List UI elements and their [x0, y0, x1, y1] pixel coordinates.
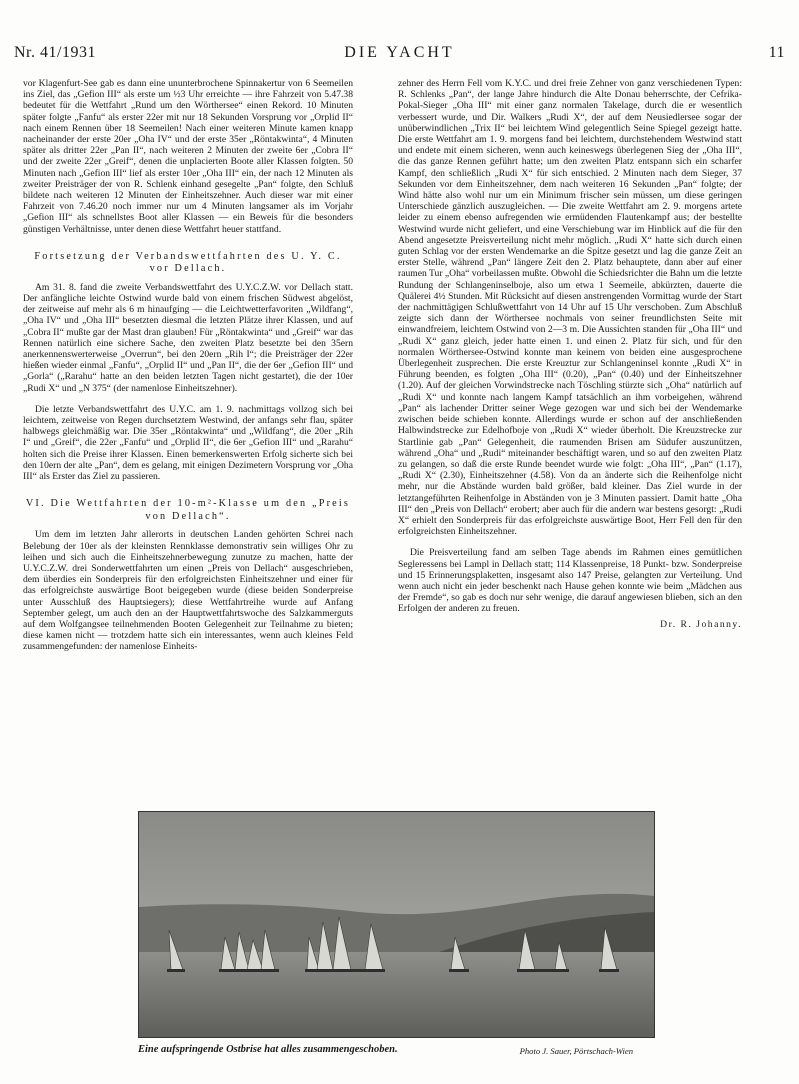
page-header — [14, 44, 785, 68]
regatta-photo — [138, 811, 655, 1038]
photo-caption-row — [138, 1044, 653, 1060]
paragraph: vor Klagenfurt-See gab es dann eine ununterbrochene Spinnakertur von 6 Seemeilen ins Ziel, das „Gefion III“ als erste um ½3 Uhr erreichte — ihre Fahrzeit von 5.47.38 bedeutet für die Wettfahrt „Rund um den Wörthersee“ einen Rekord. 10 Minuten später folgte „Fanfu“ als erster 22er mit nur 18 Sekunden Vorsprung vor „Orplid II“ nach einem Rennen über 18 Seemeilen! Nach einer weiteren Minute kamen knapp nacheinander der erste 20er „Oha IV“ und der erste 35er „Röntakwinta“, 4 Minuten später als dritter 22er „Pan II“, nach weiteren 2 Minuten der zweite 6er „Cobra II“ und der zweite 22er „Greif“, denen die unplacierten Boote aller Klassen folgten. 50 Minuten nach „Gefion III“ lief als erster 10er „Oha III“ ein, der nach 12 Minuten als zweiter Preisträger der von R. Schlenk einhand gesegelte „Pan“ folgte, den Schluß bildete nach weiteren 12 Minuten der Einheitszehner. Auch dieser war mit einer Fahrzeit von 7.46.20 noch immer nur um 4 Minuten langsamer als im Vorjahr „Gefion III“ als schnellstes Boot aller Klassen — ein Beweis für die besonders günstigen Verhältnisse, unter denen diese Wettfahrt heuer stattfand. — [23, 78, 353, 235]
photo-caption: Eine aufspringende Ostbrise hat alles zusammengeschoben. — [138, 1044, 398, 1055]
paragraph: Die Preisverteilung fand am selben Tage abends im Rahmen eines gemütlichen Segleressens bei Lampl in Dellach statt; 114 Klassenpreise, 18 Punkt- bzw. Sonderpreise und 15 Erinnerungsplaketten, insgesamt also 147 Preise, gelangten zur Verteilung. Und wenn auch nicht ein jeder beschenkt nach Hause gehen konnte wie beim „Mädchen aus der Fremde“, so gab es doch nur sehr wenige, die darauf angewiesen blieben, sich an den Erfolgen der anderen zu freuen. — [398, 547, 742, 615]
right-column — [398, 78, 742, 630]
author-signature: Dr. R. Johanny. — [660, 618, 742, 630]
paragraph: Die letzte Verbandswettfahrt des U.Y.C. am 1. 9. nachmittags vollzog sich bei leichtem, zeitweise von Regen durchsetztem Westwind, der anfangs sehr flau, später halbwegs gleichmäßig war. Die 35er „Röntakwinta“ und „Wildfang“, die 20er „Rih I“ und „Greif“, die 22er „Fanfu“ und „Orplid II“, die 6er „Gefion III“ und „Rarahu“ holten sich die Preise ihrer Klassen. Einen bemerkenswerten Erfolg sicherte sich bei den 10ern der alte „Pan“, dem es gelang, mit einigen Dezimetern Vorsprung vor „Oha III“ als Erster das Ziel zu passieren. — [23, 403, 353, 483]
paragraph: Am 31. 8. fand die zweite Verbandswettfahrt des U.Y.C.Z.W. vor Dellach statt. Der anfängliche leichte Ostwind wurde bald von einem frischen Südwest abgelöst, der zeitweise auf mehr als 6 m hinaufging — die Leichtwetterfavoriten „Wildfang“, „Oha IV“ und „Oha III“ besetzten diesmal die letzten Plätze ihrer Klassen, und auf „Cobra II“ mußte gar der Mast dran glauben! Für „Röntakwinta“ und „Greif“ war das Rennen natürlich eine sichere Sache, den zweiten Platz besetzte bei den 35ern anerkennenswerterweise „Overrun“, bei den 20ern „Rih I“; die Preisträger der 22er hießen wieder einmal „Fanfu“, „Orplid II“ und „Pan II“, die der 6er „Gefion III“ und „Gorla“ („Rarahu“ hatte an den beiden letzten Tagen nicht gestartet), die der 10er „Rudi X“ und „N 375“ (der namenlose Einheitszehner). — [23, 281, 353, 394]
section-heading: VI. Die Wettfahrten der 10-m²-Klasse um den „Preis von Dellach“. — [25, 498, 351, 522]
section-heading: Fortsetzung der Verbandswettfahrten des U. Y. C. vor Dellach. — [34, 250, 342, 275]
paragraph: zehner des Herrn Fell vom K.Y.C. und drei freie Zehner von ganz verschiedenen Typen: R. Schlenks „Pan“, der lange Jahre hindurch die Alte Donau beherrschte, der Cefrika-Pokal-Sieger „Oha III“ mit einer ganz normalen Takelage, durch die er wesentlich verbessert wurde, und Dir. Walkers „Rudi X“, der auf dem Neusiedlersee sogar der unüberwindlichen „Trix II“ bei leichtem Wind gelegentlich Seine Spiegel gezeigt hatte. Die erste Wettfahrt am 1. 9. morgens fand bei leichtem, durchstehendem Westwind statt und endete mit einem sicheren, wenn auch keineswegs überlegenen Sieg der „Oha III“, die das ganze Rennen geführt hatte; um den zweiten Platz entspann sich ein scharfer Kampf, den schließlich „Rudi X“ für sich entschied. 2 Minuten nach dem Sieger, 37 Sekunden vor dem Einheitszehner, dem nach weiteren 16 Sekunden „Pan“ folgte; der Wind hätte also wohl nur um ein Minimum frischer sein müssen, um diese geringen Unterschiede gänzlich auszugleichen. — Die zweite Wettfahrt am 2. 9. morgens artete leider zu einem ebenso aufregenden wie ermüdenden Flautenkampf aus; der bestellte Westwind wurde nicht geliefert, und eine Verschiebung war im Hinblick auf die für den Abend angesetzte Preisverteilung nicht mehr möglich. „Rudi X“ hatte sich durch einen guten Schlag vor der ersten Wendemarke an die Spitze gesetzt und lag die ganze Zeit an erster Stelle, während „Pan“ längere Zeit den 2. Platz behauptete, dann aber auf einer raumen Tur „Oha“ vorbeilassen mußte. Obwohl die Schiedsrichter die Bahn um die letzte Rundung der Schlangeninselboje, also um etwa 1 Seemeile, abkürzten, dauerte die Quälerei 4½ Stunden. Mit Rücksicht auf diesen anstrengenden Vormittag wurde der Start der nachmittägigen Schlußwettfahrt von 14 Uhr auf 15 Uhr verschoben. Zum Abschluß zeigte sich dann der Wörthersee nochmals von seiner freundlichsten Seite mit einwandfreiem, leichtem Ostwind von 2—3 m. Die Aussichten standen für „Oha III“ und „Rudi X“ ganz gleich, jeder hatte einen 1. und einen 2. Platz für sich, und für den normalen Wörthersee-Ostwind konnte man keinem von beiden eine ausgesprochene Überlegenheit zusprechen. Die erste Kreuztur zur Schlangeninsel konnte „Rudi X“ in Führung beenden, es folgten „Oha III“ (0.20), „Pan“ (0.40) und der Einheitszehner (1.20). Auf der gleichen Vorwindstrecke nach Töschling stürzte sich „Oha“ natürlich auf „Rudi X“ und konnte nach langem Kampf tatsächlich an ihm vorbeigehen, während „Pan“ als lachender Dritter seiner Wege gezogen war und sich bei der Wendemarke zwischen beide schieben konnte. Allerdings wurde er schon auf der anschließenden Halbwindstrecke zur Edelhofboje von „Rudi X“ wieder überholt. Die Kreuzstrecke zur Startlinie gab „Pan“ Gelegenheit, die raumenden Brisen am Südufer auszunützen, während „Oha“ und „Rudi“ miteinander beschäftigt waren, und so auf den zweiten Platz zu gelangen, so daß die erste Runde beendet wurde wie folgt: „Oha III“, „Pan“ (1.17), „Rudi X“ (2.30), Einheitszehner (4.58). Von da an änderte sich die Reihenfolge nicht mehr, nur die Abstände wurden bald größer, bald kleiner. Das Ziel wurde in der letztangeführten Reihenfolge in Abständen von je 3 Minuten passiert. Damit hatte „Oha III“ den „Preis von Dellach“ erobert; aber auch für die andern war bestens gesorgt: „Rudi X“ erhielt den Sonderpreis für das erfolgreichste auswärtige Boot, Herr Fell den für den erfolgreichsten Einheitszehner. — [398, 78, 742, 538]
magazine-title: DIE YACHT — [344, 44, 455, 61]
photo-credit: Photo J. Sauer, Pörtschach-Wien — [519, 1046, 633, 1056]
left-column — [23, 78, 353, 653]
page-number: 11 — [768, 44, 785, 61]
issue-number: Nr. 41/1931 — [14, 44, 96, 61]
sailboats-image — [139, 812, 654, 1037]
paragraph: Um dem im letzten Jahr allerorts in deutschen Landen gehörten Schrei nach Belebung der 10er als der kleinsten Rennklasse demonstrativ sein williges Ohr zu leihen und sich auch die Einheitszehnerbewegung zunutze zu machen, hatte der U.Y.C.Z.W. drei Sonderwettfahrten um einen „Preis von Dellach“ ausgeschrieben, dem überdies ein Sonderpreis für den erfolgreichsten Einheitszehner und einer für das erfolgreichste auswärtige Boot beigegeben wurde (diese beiden Sonderpreise unter Ausschluß des Hauptsiegers); diese Wettfahrtreihe wurde auf Anfang September gelegt, um auch den an der Hauptwettfahrtswoche des Salzkammerguts auf dem Wolfgangsee teilnehmenden Booten Gelegenheit zur Teilnahme zu bieten; diese kamen nicht — trotzdem hatte sich ein interessantes, wenn auch kleines Feld zusammengefunden: der namenlose Einheits- — [23, 529, 353, 653]
